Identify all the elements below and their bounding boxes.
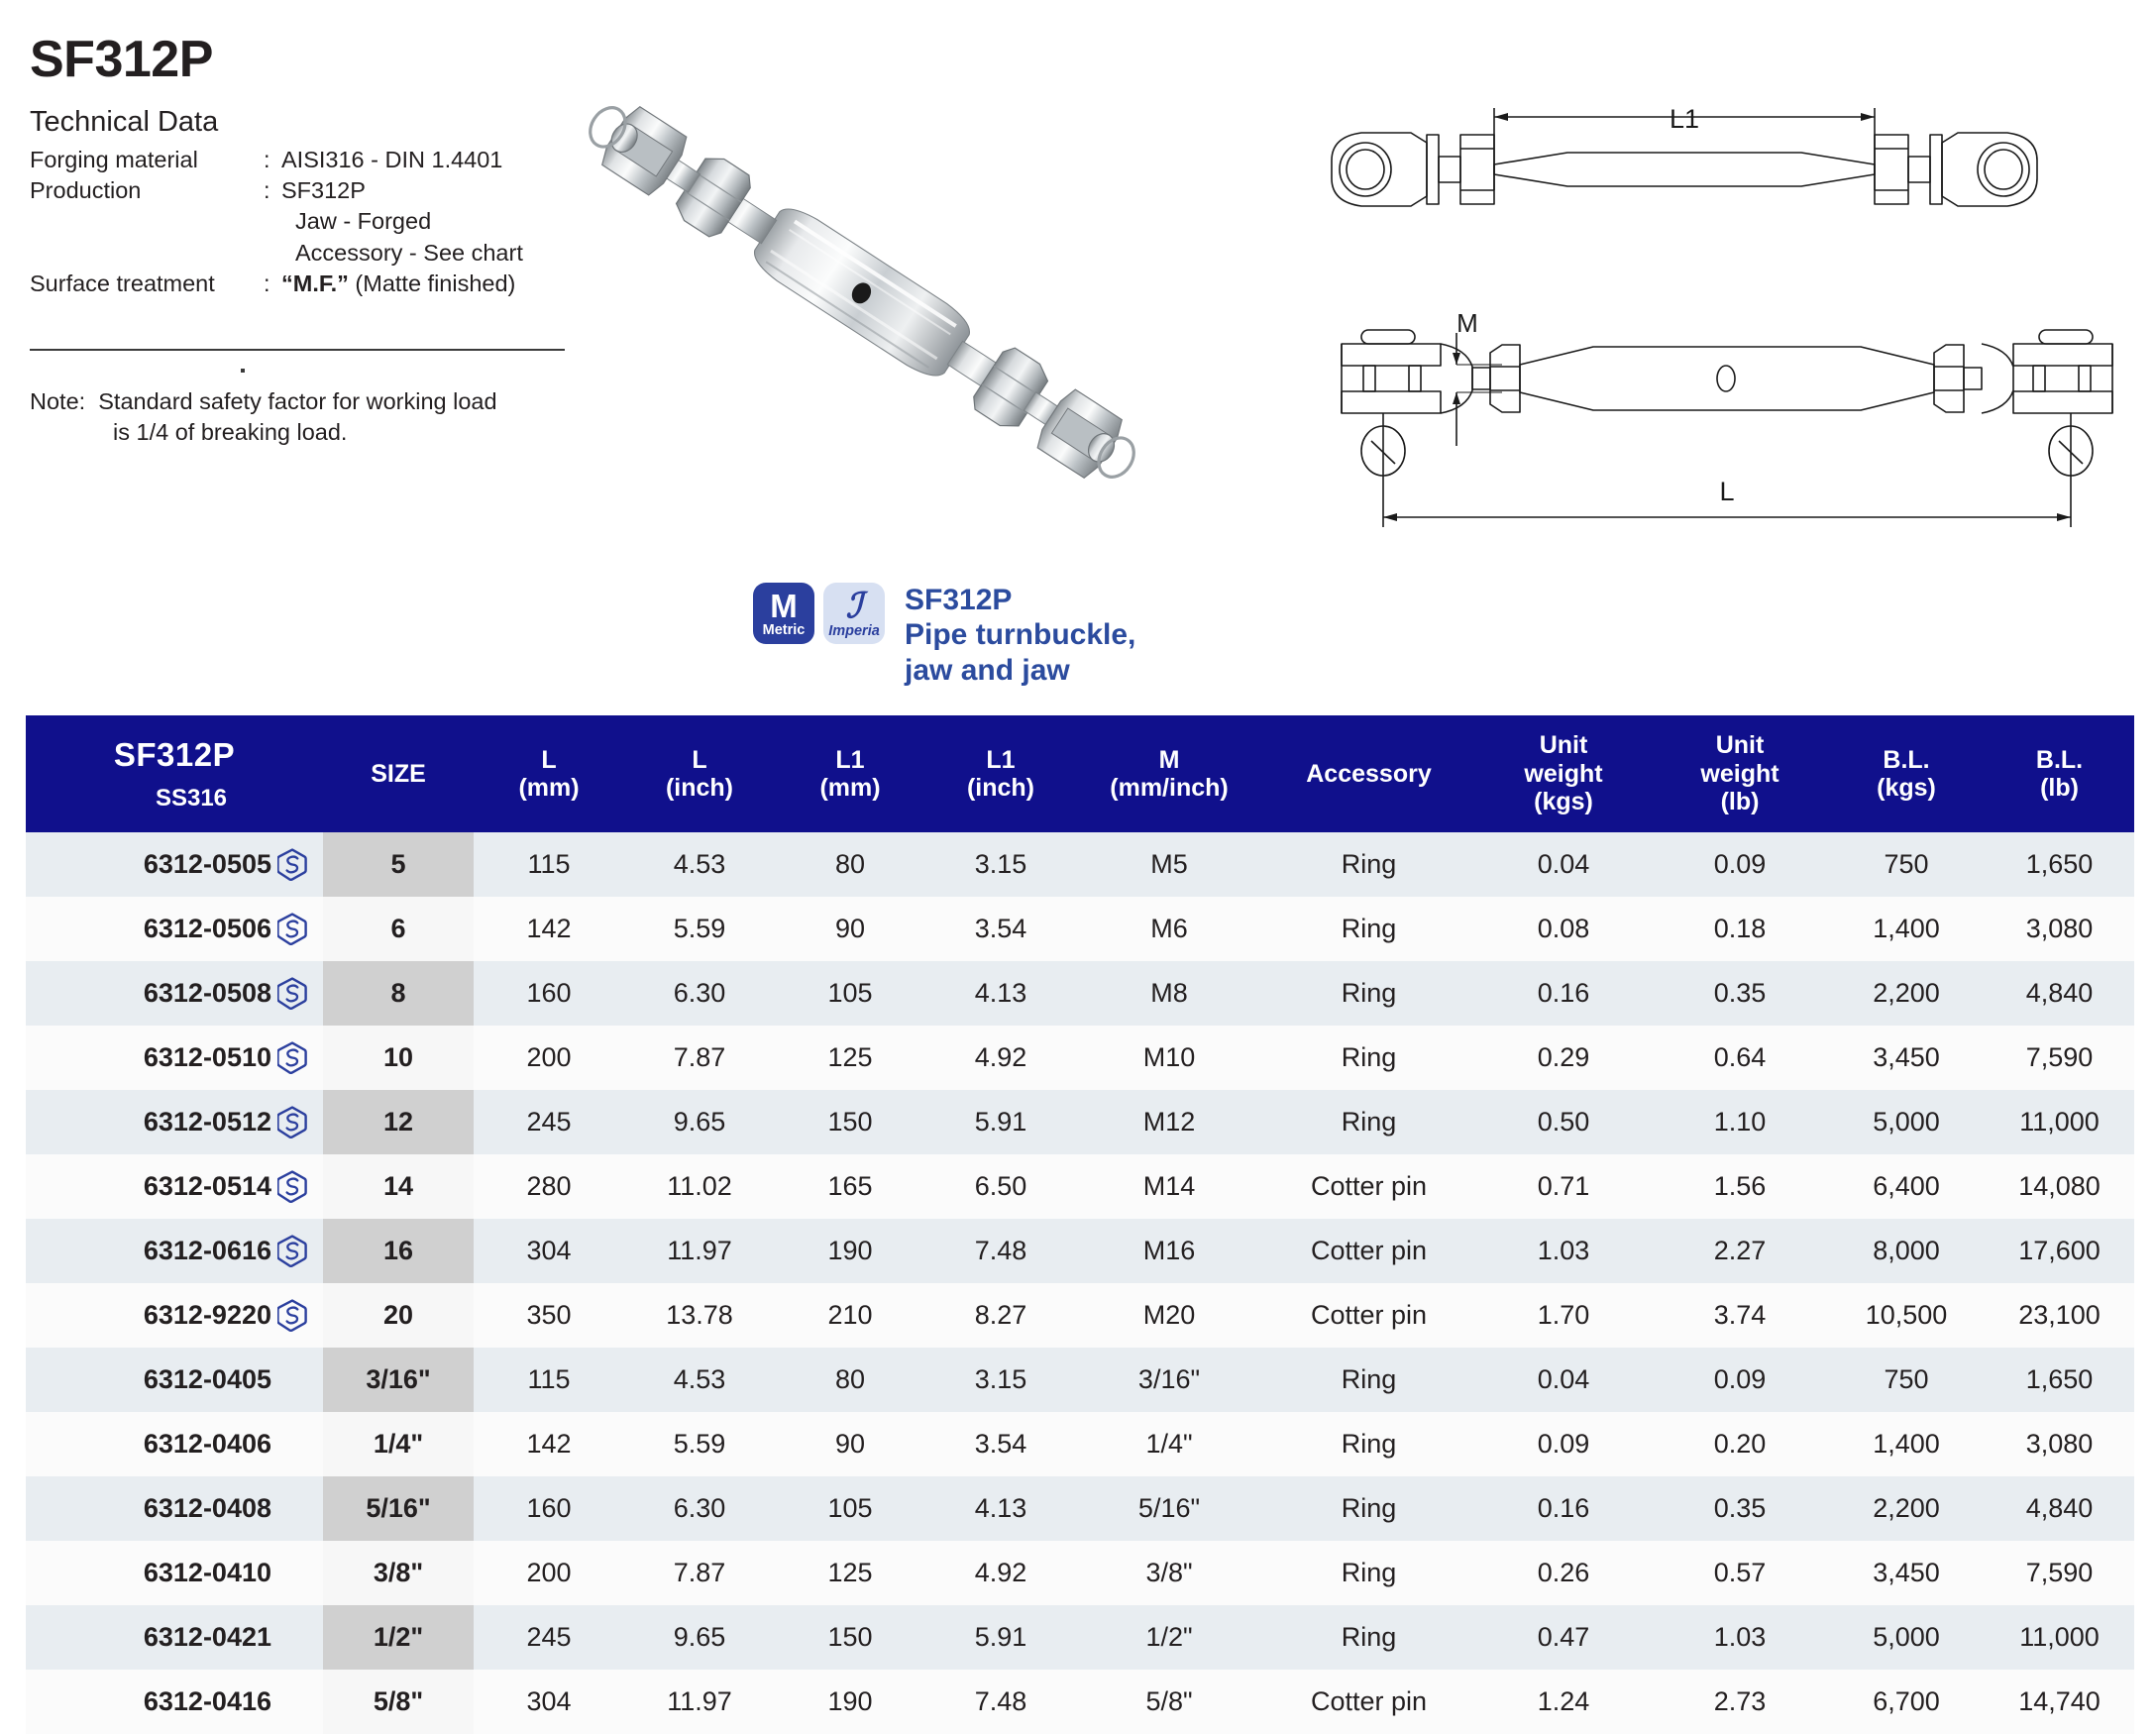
cell-part-code [26,832,323,897]
cell-unit-weight-lb: 0.18 [1652,897,1828,961]
cell-unit-weight-kgs: 0.29 [1475,1026,1652,1090]
spec-colon [264,206,281,237]
spec-chart-table [26,715,2134,1734]
table-row[interactable] [26,1026,2134,1090]
surface-code: “M.F.” [281,270,349,296]
cell-accessory: Ring [1262,1605,1475,1670]
ss316-hexagon-icon [277,1041,307,1074]
table-row[interactable] [26,832,2134,897]
cell-l1-mm: 125 [775,1026,925,1090]
technical-data-block [30,31,624,299]
cell-part-code [26,1541,323,1605]
cell-l1-inch: 7.48 [925,1670,1076,1734]
imperial-badge [823,583,885,644]
spec-row-surface [30,269,523,299]
part-code-text: 6312-0505 [143,849,271,879]
spec-label: Production [30,177,142,204]
part-code-text: 6312-0421 [143,1622,271,1652]
part-code-text: 6312-0406 [143,1429,271,1459]
cell-m: 3/8" [1076,1541,1262,1605]
cell-part-code [26,1605,323,1670]
cell-l1-inch: 3.54 [925,897,1076,961]
spec-row [30,238,523,269]
cell-unit-weight-lb: 3.74 [1652,1283,1828,1348]
cell-part-code [26,1412,323,1476]
cell-unit-weight-kgs: 0.26 [1475,1541,1652,1605]
cell-size: 10 [323,1026,474,1090]
table-row[interactable] [26,961,2134,1026]
spec-value: SF312P [281,177,366,204]
product-caption [905,583,1135,688]
cell-bl-lb: 11,000 [1985,1605,2134,1670]
cell-bl-kgs: 750 [1828,1348,1985,1412]
cell-m: M12 [1076,1090,1262,1154]
ss316-hexagon-icon [277,1299,307,1332]
note-label: Note: [30,388,86,414]
spec-row [30,145,523,175]
column-header-l1-inch: L1 (inch) [925,715,1076,832]
cell-size: 3/8" [323,1541,474,1605]
cell-accessory: Cotter pin [1262,1283,1475,1348]
cell-bl-kgs: 750 [1828,832,1985,897]
cell-unit-weight-lb: 1.56 [1652,1154,1828,1219]
cell-bl-lb: 14,080 [1985,1154,2134,1219]
cell-l-mm: 142 [474,897,624,961]
table-row[interactable] [26,1476,2134,1541]
cell-l-mm: 160 [474,961,624,1026]
cell-size: 1/4" [323,1412,474,1476]
cell-l1-inch: 4.13 [925,1476,1076,1541]
spec-colon: : [264,177,270,204]
cell-bl-kgs: 2,200 [1828,961,1985,1026]
cell-l1-inch: 5.91 [925,1090,1076,1154]
cell-accessory: Ring [1262,1476,1475,1541]
cell-part-code [26,1670,323,1734]
cell-l1-mm: 105 [775,1476,925,1541]
cell-l1-mm: 165 [775,1154,925,1219]
cell-l-mm: 115 [474,1348,624,1412]
ss316-hexagon-icon [277,1170,307,1203]
part-code-text: 6312-0506 [143,914,271,943]
metric-badge [753,583,814,644]
cell-accessory: Cotter pin [1262,1219,1475,1283]
cell-size: 5/8" [323,1670,474,1734]
cell-size: 6 [323,897,474,961]
part-code-text: 6312-9220 [143,1300,271,1330]
cell-unit-weight-kgs: 0.04 [1475,832,1652,897]
cell-l1-mm: 190 [775,1219,925,1283]
cell-l1-mm: 80 [775,832,925,897]
cell-size: 16 [323,1219,474,1283]
dimension-label-l1: L1 [1669,104,1700,135]
cell-m: 5/8" [1076,1670,1262,1734]
ss316-hexagon-icon [277,1235,307,1267]
part-code-text: 6312-0416 [143,1686,271,1716]
column-header-m: M (mm/inch) [1076,715,1262,832]
column-header-code: SF312P SS316 [26,715,323,832]
cell-unit-weight-lb: 2.27 [1652,1219,1828,1283]
metric-badge-glyph: M [770,587,798,624]
cell-l-mm: 304 [474,1670,624,1734]
cell-size: 3/16" [323,1348,474,1412]
ss316-hexagon-icon [277,913,307,945]
column-header-bl-lb: B.L. (lb) [1985,715,2134,832]
note-block [30,386,624,449]
cell-accessory: Ring [1262,897,1475,961]
spec-list [30,145,523,299]
stray-dot [241,369,245,373]
cell-m: M14 [1076,1154,1262,1219]
cell-l-mm: 200 [474,1026,624,1090]
cell-unit-weight-kgs: 0.71 [1475,1154,1652,1219]
cell-unit-weight-lb: 0.20 [1652,1412,1828,1476]
cell-unit-weight-kgs: 0.16 [1475,961,1652,1026]
cell-l-inch: 7.87 [624,1541,775,1605]
cell-l1-inch: 7.48 [925,1219,1076,1283]
ss316-hexagon-icon [277,848,307,881]
cell-bl-kgs: 5,000 [1828,1090,1985,1154]
cell-unit-weight-lb: 1.10 [1652,1090,1828,1154]
cell-unit-weight-kgs: 0.50 [1475,1090,1652,1154]
cell-bl-lb: 1,650 [1985,1348,2134,1412]
table-row[interactable] [26,1348,2134,1412]
cell-l1-mm: 150 [775,1605,925,1670]
column-header-bl-kgs: B.L. (kgs) [1828,715,1985,832]
cell-l1-inch: 8.27 [925,1283,1076,1348]
technical-data-heading: Technical Data [30,106,219,138]
cell-size: 12 [323,1090,474,1154]
spec-value: AISI316 - DIN 1.4401 [281,146,503,172]
cell-accessory: Ring [1262,1412,1475,1476]
cell-unit-weight-lb: 0.35 [1652,1476,1828,1541]
cell-bl-lb: 3,080 [1985,1412,2134,1476]
surface-desc: (Matte finished) [348,270,516,296]
cell-l-mm: 245 [474,1605,624,1670]
cell-bl-kgs: 6,700 [1828,1670,1985,1734]
cell-bl-kgs: 2,200 [1828,1476,1985,1541]
metric-badge-label: Metric [762,621,806,638]
cell-unit-weight-kgs: 0.08 [1475,897,1652,961]
cell-l1-mm: 90 [775,897,925,961]
table-body [26,832,2134,1734]
cell-unit-weight-kgs: 1.03 [1475,1219,1652,1283]
table-row[interactable] [26,1283,2134,1348]
cell-l-inch: 11.97 [624,1219,775,1283]
cell-accessory: Cotter pin [1262,1154,1475,1219]
cell-l-inch: 11.02 [624,1154,775,1219]
part-code-text: 6312-0510 [143,1042,271,1072]
cell-l1-mm: 150 [775,1090,925,1154]
header-row [26,715,2134,832]
cell-m: M10 [1076,1026,1262,1090]
imperial-badge-label: Imperia [828,622,880,639]
cell-l-inch: 5.59 [624,1412,775,1476]
cell-bl-kgs: 8,000 [1828,1219,1985,1283]
note-text-2: is 1/4 of breaking load. [113,419,348,446]
cell-l-inch: 7.87 [624,1026,775,1090]
cell-l-mm: 350 [474,1283,624,1348]
cell-bl-lb: 7,590 [1985,1541,2134,1605]
cell-m: 1/4" [1076,1412,1262,1476]
cell-m: M20 [1076,1283,1262,1348]
part-code-text: 6312-0512 [143,1107,271,1137]
table-row[interactable] [26,897,2134,961]
cell-l-mm: 160 [474,1476,624,1541]
cell-l1-mm: 105 [775,961,925,1026]
cell-unit-weight-kgs: 0.47 [1475,1605,1652,1670]
cell-bl-kgs: 3,450 [1828,1541,1985,1605]
spec-row [30,175,523,206]
spec-label [30,206,264,237]
cell-unit-weight-kgs: 0.04 [1475,1348,1652,1412]
cell-part-code [26,1026,323,1090]
cell-bl-kgs: 6,400 [1828,1154,1985,1219]
spec-value [281,269,523,299]
cell-l1-inch: 5.91 [925,1605,1076,1670]
cell-accessory: Ring [1262,832,1475,897]
cell-l-mm: 200 [474,1541,624,1605]
column-header-l1-mm: L1 (mm) [775,715,925,832]
cell-l1-mm: 80 [775,1348,925,1412]
cell-l-inch: 11.97 [624,1670,775,1734]
spec-colon: : [264,146,270,172]
cell-l-mm: 304 [474,1219,624,1283]
cell-accessory: Ring [1262,1026,1475,1090]
cell-l1-mm: 125 [775,1541,925,1605]
cell-l1-mm: 210 [775,1283,925,1348]
cell-accessory: Ring [1262,961,1475,1026]
cell-accessory: Ring [1262,1090,1475,1154]
note-text-1: Standard safety factor for working load [98,388,497,414]
cell-bl-lb: 4,840 [1985,1476,2134,1541]
part-code-text: 6312-0410 [143,1558,271,1587]
cell-unit-weight-kgs: 1.24 [1475,1670,1652,1734]
cell-bl-lb: 7,590 [1985,1026,2134,1090]
table-header [26,715,2134,832]
cell-unit-weight-lb: 0.57 [1652,1541,1828,1605]
cell-part-code [26,961,323,1026]
cell-l-inch: 9.65 [624,1090,775,1154]
cell-m: 5/16" [1076,1476,1262,1541]
cell-part-code [26,1476,323,1541]
spec-label: Forging material [30,146,198,172]
cell-l-inch: 5.59 [624,897,775,961]
cell-l1-inch: 3.54 [925,1412,1076,1476]
cell-size: 5/16" [323,1476,474,1541]
cell-part-code [26,1283,323,1348]
cell-bl-kgs: 5,000 [1828,1605,1985,1670]
cell-unit-weight-lb: 0.09 [1652,1348,1828,1412]
table-row[interactable] [26,1219,2134,1283]
cell-part-code [26,1154,323,1219]
cell-accessory: Ring [1262,1348,1475,1412]
cell-l-mm: 115 [474,832,624,897]
dimension-label-l: L [1719,477,1735,507]
ss316-hexagon-icon [277,977,307,1010]
column-header-unit-weight-kgs: Unit weight (kgs) [1475,715,1652,832]
cell-part-code [26,897,323,961]
cell-l-inch: 4.53 [624,1348,775,1412]
cell-bl-lb: 11,000 [1985,1090,2134,1154]
spec-label [30,238,264,269]
cell-accessory: Cotter pin [1262,1670,1475,1734]
spec-label: Surface treatment [30,270,215,296]
cell-l1-mm: 90 [775,1412,925,1476]
cell-unit-weight-lb: 0.35 [1652,961,1828,1026]
cell-accessory: Ring [1262,1541,1475,1605]
imperial-badge-glyph: ℐ [845,587,863,625]
spec-chart-wrapper [26,715,2134,1734]
part-code-text: 6312-0508 [143,978,271,1008]
cell-part-code [26,1090,323,1154]
table-row[interactable] [26,1090,2134,1154]
cell-unit-weight-kgs: 1.70 [1475,1283,1652,1348]
cell-bl-lb: 14,740 [1985,1670,2134,1734]
technical-drawings [1318,99,2130,555]
cell-l-mm: 142 [474,1412,624,1476]
cell-unit-weight-lb: 1.03 [1652,1605,1828,1670]
spec-row [30,206,523,237]
cell-bl-lb: 1,650 [1985,832,2134,897]
cell-m: M5 [1076,832,1262,897]
cell-part-code [26,1348,323,1412]
cell-l1-inch: 4.13 [925,961,1076,1026]
ss316-hexagon-icon [277,1106,307,1138]
table-row[interactable] [26,1541,2134,1605]
column-header-unit-weight-lb: Unit weight (lb) [1652,715,1828,832]
cell-size: 20 [323,1283,474,1348]
cell-bl-lb: 4,840 [1985,961,2134,1026]
cell-unit-weight-kgs: 0.16 [1475,1476,1652,1541]
caption-line-3: jaw and jaw [905,653,1070,687]
product-photo [555,10,1169,575]
cell-bl-kgs: 1,400 [1828,897,1985,961]
column-header-accessory: Accessory [1262,715,1475,832]
cell-bl-lb: 17,600 [1985,1219,2134,1283]
page-title: SF312P [30,31,213,88]
cell-l1-inch: 4.92 [925,1026,1076,1090]
spec-value: Accessory - See chart [295,239,523,266]
product-caption-row [753,583,1135,688]
part-code-text: 6312-0405 [143,1364,271,1394]
cell-unit-weight-kgs: 0.09 [1475,1412,1652,1476]
cell-m: M16 [1076,1219,1262,1283]
cell-l1-inch: 3.15 [925,1348,1076,1412]
cell-bl-kgs: 3,450 [1828,1026,1985,1090]
cell-m: M6 [1076,897,1262,961]
cell-bl-kgs: 10,500 [1828,1283,1985,1348]
cell-l1-mm: 190 [775,1670,925,1734]
column-header-l-inch: L (inch) [624,715,775,832]
cell-m: 3/16" [1076,1348,1262,1412]
spec-colon: : [264,270,270,296]
cell-l1-inch: 3.15 [925,832,1076,897]
spec-value: Jaw - Forged [295,208,432,235]
dimension-label-m: M [1456,308,1478,339]
part-code-text: 6312-0514 [143,1171,271,1201]
cell-l-inch: 13.78 [624,1283,775,1348]
cell-size: 14 [323,1154,474,1219]
cell-unit-weight-lb: 0.09 [1652,832,1828,897]
part-code-text: 6312-0616 [143,1236,271,1265]
caption-line-2: Pipe turnbuckle, [905,618,1136,652]
table-row[interactable] [26,1412,2134,1476]
divider [30,349,565,351]
cell-l-mm: 280 [474,1154,624,1219]
cell-part-code [26,1219,323,1283]
cell-l1-inch: 4.92 [925,1541,1076,1605]
cell-bl-lb: 3,080 [1985,897,2134,961]
cell-l-inch: 4.53 [624,832,775,897]
cell-m: M8 [1076,961,1262,1026]
cell-size: 1/2" [323,1605,474,1670]
part-code-text: 6312-0408 [143,1493,271,1523]
table-row[interactable] [26,1154,2134,1219]
cell-size: 8 [323,961,474,1026]
cell-bl-lb: 23,100 [1985,1283,2134,1348]
cell-l1-inch: 6.50 [925,1154,1076,1219]
cell-unit-weight-lb: 2.73 [1652,1670,1828,1734]
cell-m: 1/2" [1076,1605,1262,1670]
cell-l-inch: 6.30 [624,961,775,1026]
cell-l-inch: 9.65 [624,1605,775,1670]
cell-l-mm: 245 [474,1090,624,1154]
table-row[interactable] [26,1670,2134,1734]
cell-unit-weight-lb: 0.64 [1652,1026,1828,1090]
cell-l-inch: 6.30 [624,1476,775,1541]
table-row[interactable] [26,1605,2134,1670]
column-header-size: SIZE [323,715,474,832]
cell-bl-kgs: 1,400 [1828,1412,1985,1476]
datasheet-header-area [0,0,2156,705]
spec-colon [264,238,281,269]
note-line-1 [30,386,624,417]
caption-line-1: SF312P [905,584,1013,616]
column-header-l-mm: L (mm) [474,715,624,832]
cell-size: 5 [323,832,474,897]
